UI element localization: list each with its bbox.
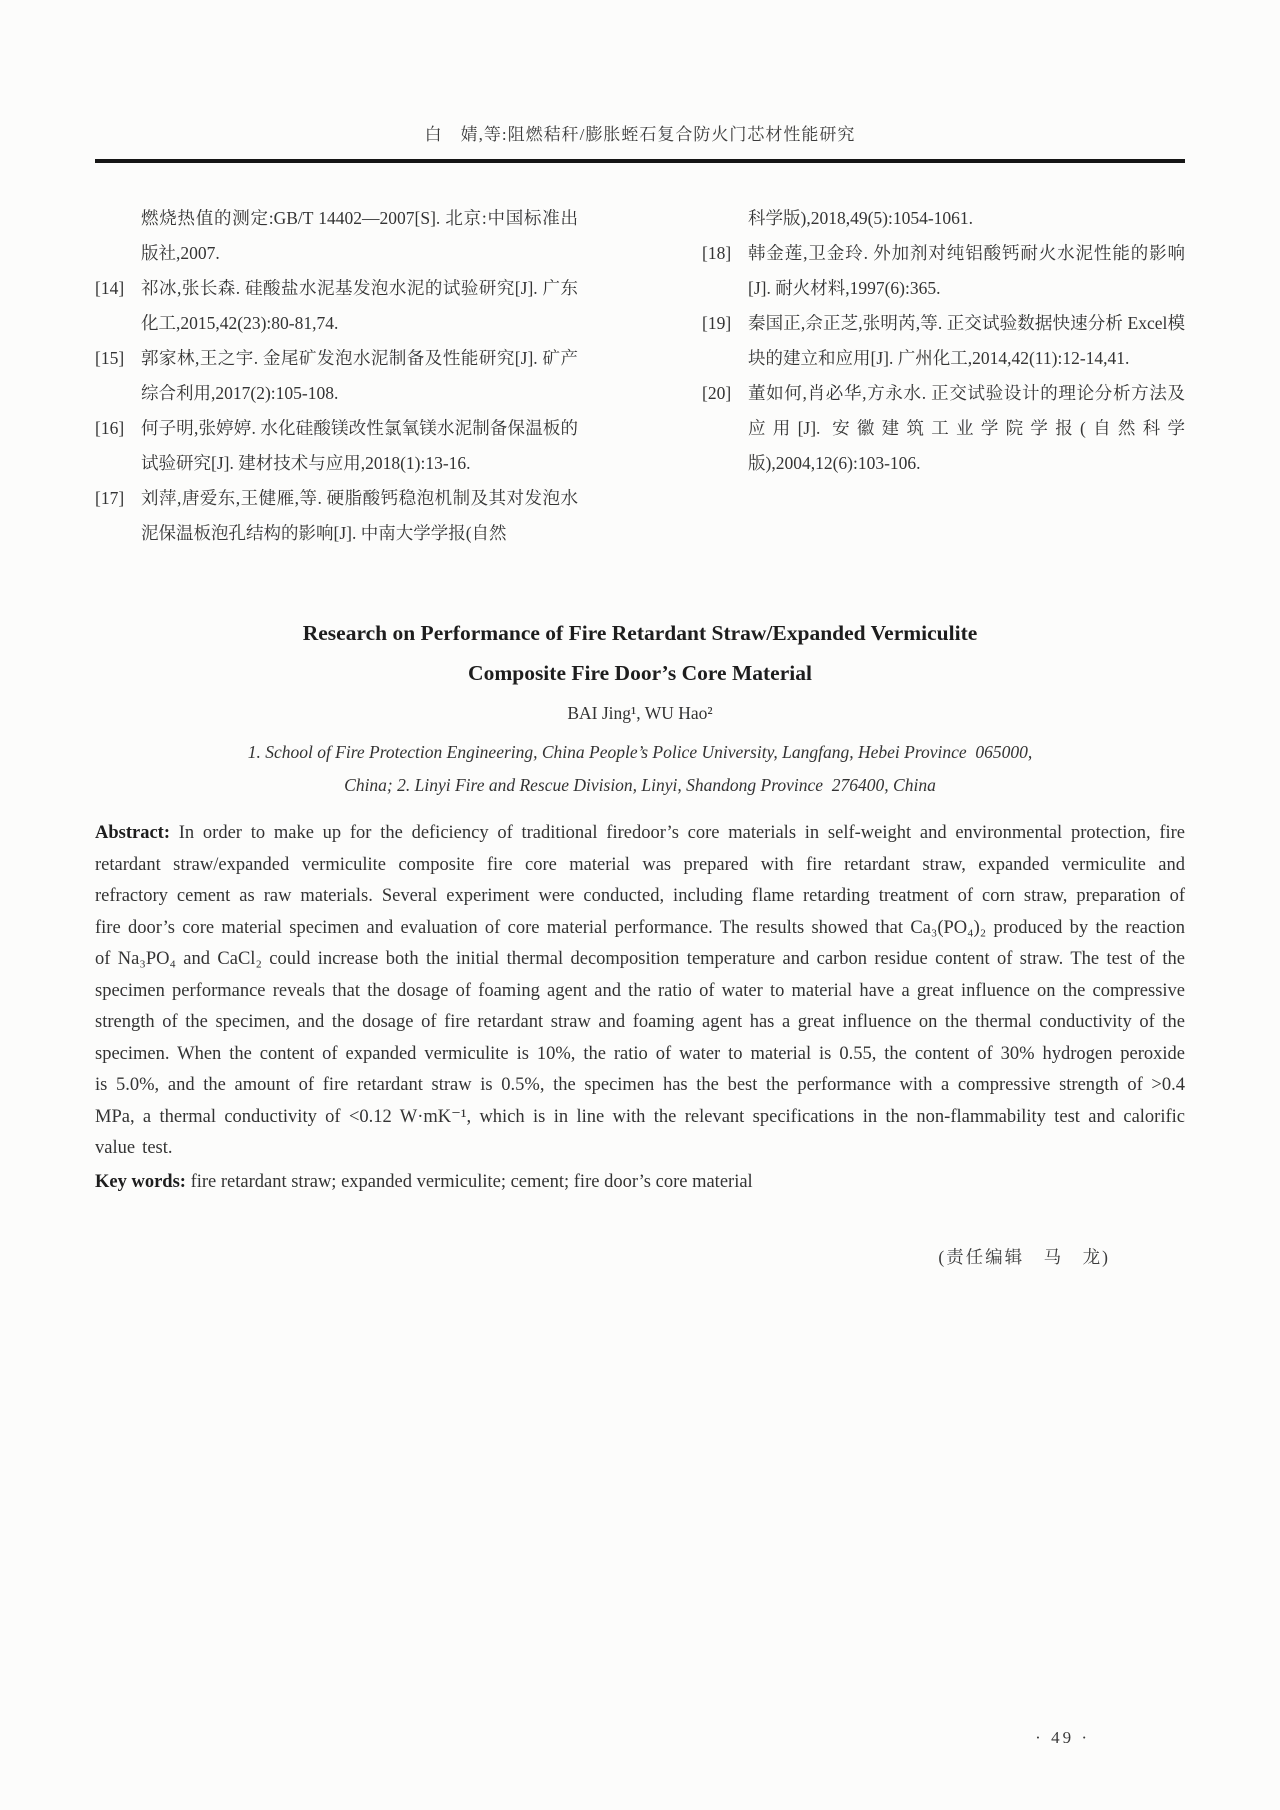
reference-text: 科学版),2018,49(5):1054-1061. <box>748 208 974 228</box>
reference-text: 秦国正,佘正芝,张明芮,等. 正交试验数据快速分析 Excel模块的建立和应用[J]. 广州化工,2014,42(11):12-14,41. <box>748 313 1185 368</box>
abstract-label: Abstract: <box>95 823 171 843</box>
authors-line: BAI Jing¹, WU Hao² <box>567 703 713 723</box>
reference-marker: [18] <box>702 243 732 263</box>
references-right-column <box>702 201 1185 551</box>
reference-marker: [19] <box>702 313 732 333</box>
affiliation-line-1: 1. School of Fire Protection Engineering, China People’s Police University, Langfang, Hebei Province 065000, <box>247 742 1033 762</box>
page-content <box>95 0 1185 1269</box>
keywords-text: fire retardant straw; expanded vermiculite; cement; fire door’s core material <box>185 1171 753 1192</box>
reference-entry <box>702 201 1185 236</box>
reference-entry <box>95 271 578 341</box>
reference-entry <box>702 236 1185 306</box>
reference-marker: [15] <box>95 348 125 368</box>
reference-entry <box>702 306 1185 376</box>
responsible-editor-note: (责任编辑 马 龙) <box>938 1247 1110 1267</box>
reference-text: 韩金莲,卫金玲. 外加剂对纯铝酸钙耐火水泥性能的影响[J]. 耐火材料,1997(6):365. <box>748 243 1185 298</box>
running-head: 白 婧,等:阻燃秸秆/膨胀蛭石复合防火门芯材性能研究 <box>424 125 856 144</box>
reference-text: 祁冰,张长森. 硅酸盐水泥基发泡水泥的试验研究[J]. 广东化工,2015,42(23):80-81,74. <box>141 278 578 333</box>
affiliation-line-2: China; 2. Linyi Fire and Rescue Division, Linyi, Shandong Province 276400, China <box>344 775 936 795</box>
reference-entry <box>95 201 578 271</box>
reference-entry <box>95 481 578 551</box>
keywords-line <box>95 1167 1185 1199</box>
reference-marker: [17] <box>95 488 125 508</box>
reference-entry <box>95 411 578 481</box>
reference-text: 刘萍,唐爱东,王健雁,等. 硬脂酸钙稳泡机制及其对发泡水泥保温板泡孔结构的影响[J]. 中南大学学报(自然 <box>141 488 578 543</box>
abstract-paragraph <box>95 818 1185 1165</box>
reference-text: 何子明,张婷婷. 水化硅酸镁改性氯氧镁水泥制备保温板的试验研究[J]. 建材技术与应用,2018(1):13-16. <box>141 418 578 473</box>
reference-text: 燃烧热值的测定:GB/T 14402—2007[S]. 北京:中国标准出版社,2007. <box>141 208 578 263</box>
title-line-1: Research on Performance of Fire Retardant Straw/Expanded Vermiculite <box>302 621 978 645</box>
header-rule <box>95 159 1185 163</box>
reference-marker: [20] <box>702 383 732 403</box>
reference-text: 董如何,肖必华,方永水. 正交试验设计的理论分析方法及应用[J]. 安徽建筑工业学院学报(自然科学版),2004,12(6):103-106. <box>748 383 1185 473</box>
article-title-english <box>95 613 1185 693</box>
keywords-label: Key words: <box>95 1171 186 1192</box>
reference-marker: [16] <box>95 418 125 438</box>
reference-entry <box>95 341 578 411</box>
affiliation-block <box>95 736 1185 802</box>
abstract-text: In order to make up for the deficiency of traditional firedoor’s core materials in self-weight and environmental protection, fire retardant straw/expanded vermiculite composite fire core material was prepared with fire retardant straw, expanded vermiculite and refractory cement as raw materials. Several experiment were conducted, including flame retarding treatment of corn straw, preparation of fire door’s core material specimen and evaluation of core material performance. The results showed that Ca₃(PO₄)₂ produced by the reaction of Na₃PO₄ and CaCl₂ could increase both the initial thermal decomposition temperature and carbon residue content of straw. The test of the specimen performance reveals that the dosage of foaming agent and the ratio of water to material have a great influence on the compressive strength of the specimen, and the dosage of fire retardant straw and foaming agent has a great influence on the thermal conductivity of the specimen. When the content of expanded vermiculite is 10%, the ratio of water to material is 0.55, the content of 30% hydrogen peroxide is 5.0%, and the amount of fire retardant straw is 0.5%, the specimen has the best the performance with a compressive strength of >0.4 MPa, a thermal conductivity of <0.12 W·mK⁻¹, which is in line with the relevant specifications in the non-flammability test and calorific value test. <box>95 823 1185 1158</box>
title-line-2: Composite Fire Door’s Core Material <box>468 661 812 685</box>
reference-marker: [14] <box>95 278 125 298</box>
reference-entry <box>702 376 1185 481</box>
references-left-column <box>95 201 578 551</box>
references-section <box>95 201 1185 551</box>
page-number: · 49 · <box>1035 1728 1090 1747</box>
reference-text: 郭家林,王之宇. 金尾矿发泡水泥制备及性能研究[J]. 矿产综合利用,2017(2):105-108. <box>141 348 578 403</box>
